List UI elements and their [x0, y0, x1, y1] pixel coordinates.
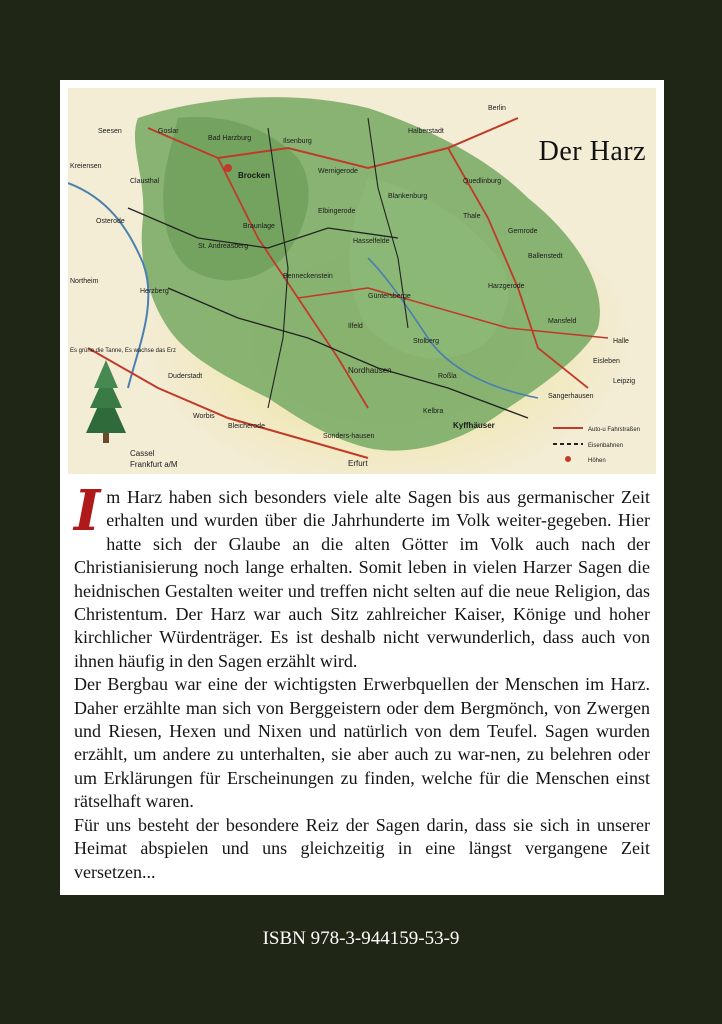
- map-label: Blankenburg: [388, 193, 428, 200]
- map-label: Ballenstedt: [528, 253, 563, 260]
- map-label: Gernrode: [508, 228, 538, 235]
- paragraph-1: m Harz haben sich besonders viele alte Sagen bis aus germanischer Zeit erhalten und wurden über die Jahrhunderte im Volk weiter-gegeben. Hier hatte sich der Glaube an die alten Götter im Volk auch nach der Christianisierung noch lange erhalten. Somit leben in vielen Harzer Sagen die heidnischen Gestalten weiter und treffen nicht selten auf die neue Religion, das Christentum. Der Harz war auch Sitz zahlreicher Kaiser, Könige und hoher kirchlicher Würdenträger. Es ist deshalb nicht verwunderlich, dass auch von ihnen häufig in den Sagen erzählt wird.: [74, 487, 650, 671]
- map-label: Benneckenstein: [283, 273, 333, 280]
- map-label: Braunlage: [243, 223, 275, 230]
- drop-cap: I: [74, 478, 101, 544]
- map-label: Mansfeld: [548, 318, 577, 325]
- map-label: Halberstadt: [408, 128, 444, 135]
- map-label: Osterode: [96, 218, 125, 225]
- map-label: Elbingerode: [318, 208, 356, 215]
- legend-roads: Auto-u Fahrstraßen: [588, 427, 641, 433]
- map-label: Stolberg: [413, 338, 440, 345]
- map-label: Eisleben: [593, 358, 620, 365]
- map-label: Cassel: [130, 449, 155, 458]
- legend-heights: Höhen: [588, 458, 606, 464]
- map-label: Bad Harzburg: [208, 135, 252, 142]
- map-label: Harzgerode: [488, 283, 525, 290]
- isbn: ISBN 978-3-944159-53-9: [262, 928, 460, 949]
- paragraph-3: Für uns besteht der besondere Reiz der Sagen darin, dass sie sich in unserer Heimat abspielen und uns gleichzeitig in eine längst vergangene Zeit versetzen...: [74, 814, 650, 882]
- content-panel: [60, 80, 664, 895]
- map-label: Quedlinburg: [463, 178, 502, 185]
- map-label: Goslar: [158, 128, 179, 135]
- map-label: Kreiensen: [70, 163, 102, 170]
- map-title: Der Harz: [538, 136, 646, 167]
- map-label: Frankfurt a/M: [130, 460, 178, 469]
- map-label: Thale: [463, 213, 481, 220]
- paragraph-2: Der Bergbau war eine der wichtigsten Erwerbquellen der Menschen im Harz. Daher erzählte man sich von Berggeistern oder dem Bergmönch, von Zwergen und Riesen, Hexen und Nixen und natürlich von dem Teufel. Sagen wurden erzählt, um andere zu unterhalten, sie aber auch zu war-nen, zu belehren oder um Erklärungen für Erscheinungen zu finden, welche für die Menschen einst rätselhaft waren.: [74, 674, 650, 812]
- legend-rail: Eisenbahnen: [588, 443, 624, 449]
- map-label: Güntersberge: [368, 293, 411, 300]
- map-label: Nordhausen: [348, 366, 392, 375]
- map-label: Brocken: [238, 171, 271, 180]
- map-label: Erfurt: [348, 459, 368, 468]
- map-label: Worbis: [193, 413, 215, 420]
- map-label: Herzberg: [140, 288, 169, 295]
- map-label: Kelbra: [423, 408, 444, 415]
- map-label: Roßla: [438, 373, 457, 380]
- map-label: Duderstadt: [168, 373, 203, 380]
- map-label: Clausthal: [130, 178, 160, 185]
- map-label: Sangerhausen: [548, 393, 594, 400]
- blurb-text: [74, 478, 650, 884]
- map-label: Seesen: [98, 128, 122, 135]
- map-label: Leipzig: [613, 378, 636, 385]
- map-label: Berlin: [488, 105, 506, 112]
- map-label: Ilsenburg: [283, 138, 312, 145]
- map-label: St. Andreasberg: [198, 243, 249, 250]
- map-label: Hasselfelde: [353, 238, 390, 245]
- map-label: Bleicherode: [228, 423, 265, 430]
- map-label: Kyffhäuser: [453, 421, 495, 430]
- map-label: Sonders-hausen: [323, 433, 375, 440]
- map-label: Ilfeld: [348, 323, 363, 330]
- map-label: Northeim: [70, 278, 99, 285]
- map-label: Wernigerode: [318, 168, 358, 175]
- harz-map: [68, 88, 656, 474]
- tree-caption: Es grüne die Tanne, Es wachse das Erz: [70, 348, 176, 354]
- map-label: Halle: [613, 338, 629, 345]
